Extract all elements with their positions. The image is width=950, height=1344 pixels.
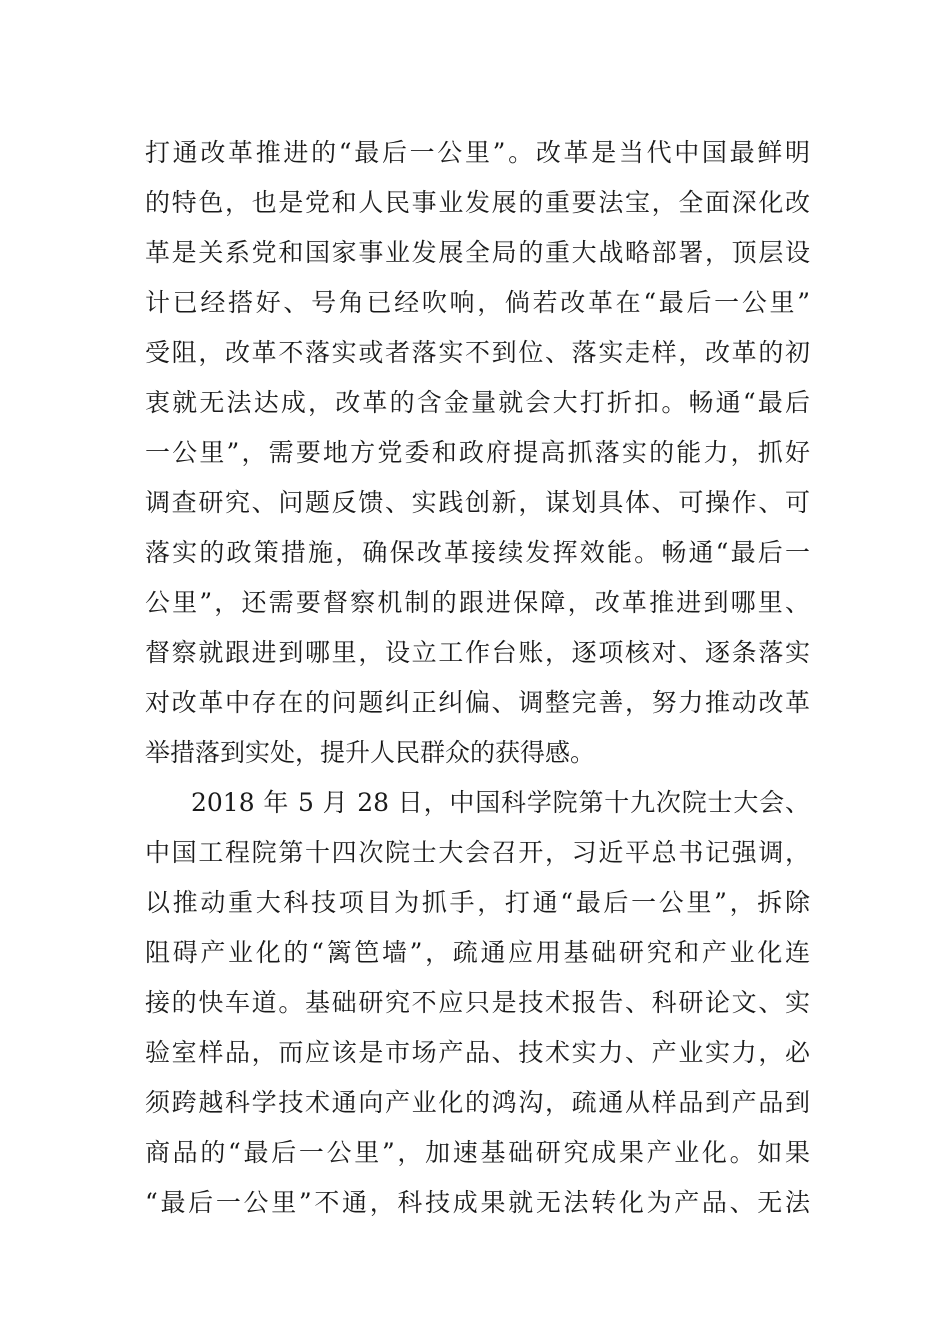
paragraph-1 (145, 128, 810, 778)
text-line: 革是关系党和国家事业发展全局的重大战略部署，顶层设 (145, 238, 810, 267)
text-line: 以推动重大科技项目为抓手，打通“最后一公里”，拆除 (145, 888, 810, 917)
text-line: 落实的政策措施，确保改革接续发挥效能。畅通“最后一 (145, 538, 810, 567)
text-line: 调查研究、问题反馈、实践创新，谋划具体、可操作、可 (145, 488, 810, 517)
text-line: 督察就跟进到哪里，设立工作台账，逐项核对、逐条落实 (145, 638, 810, 667)
text-line: 接的快车道。基础研究不应只是技术报告、科研论文、实 (145, 988, 810, 1017)
text-line: “最后一公里”不通，科技成果就无法转化为产品、无法 (145, 1188, 810, 1217)
text-line: 中国工程院第十四次院士大会召开，习近平总书记强调， (145, 838, 810, 867)
text-line: 举措落到实处，提升人民群众的获得感。 (145, 738, 596, 767)
text-line: 商品的“最后一公里”，加速基础研究成果产业化。如果 (145, 1138, 810, 1167)
paragraph-2 (145, 778, 810, 1228)
text-line: 须跨越科学技术通向产业化的鸿沟，疏通从样品到产品到 (145, 1088, 810, 1117)
text-line: 公里”，还需要督察机制的跟进保障，改革推进到哪里、 (145, 588, 810, 617)
text-line: 阻碍产业化的“篱笆墙”，疏通应用基础研究和产业化连 (145, 938, 810, 967)
text-line: 计已经搭好、号角已经吹响，倘若改革在“最后一公里” (145, 288, 810, 317)
text-line: 打通改革推进的“最后一公里”。改革是当代中国最鲜明 (145, 138, 810, 167)
text-line: 一公里”，需要地方党委和政府提高抓落实的能力，抓好 (145, 438, 810, 467)
text-line: 验室样品，而应该是市场产品、技术实力、产业实力，必 (145, 1038, 810, 1067)
document-body (145, 128, 810, 1228)
text-line: 对改革中存在的问题纠正纠偏、调整完善，努力推动改革 (145, 688, 810, 717)
text-line: 受阻，改革不落实或者落实不到位、落实走样，改革的初 (145, 338, 810, 367)
text-line: 的特色，也是党和人民事业发展的重要法宝，全面深化改 (145, 188, 810, 217)
text-line: 2018 年 5 月 28 日，中国科学院第十九次院士大会、 (191, 788, 810, 817)
text-line: 衷就无法达成，改革的含金量就会大打折扣。畅通“最后 (145, 388, 810, 417)
